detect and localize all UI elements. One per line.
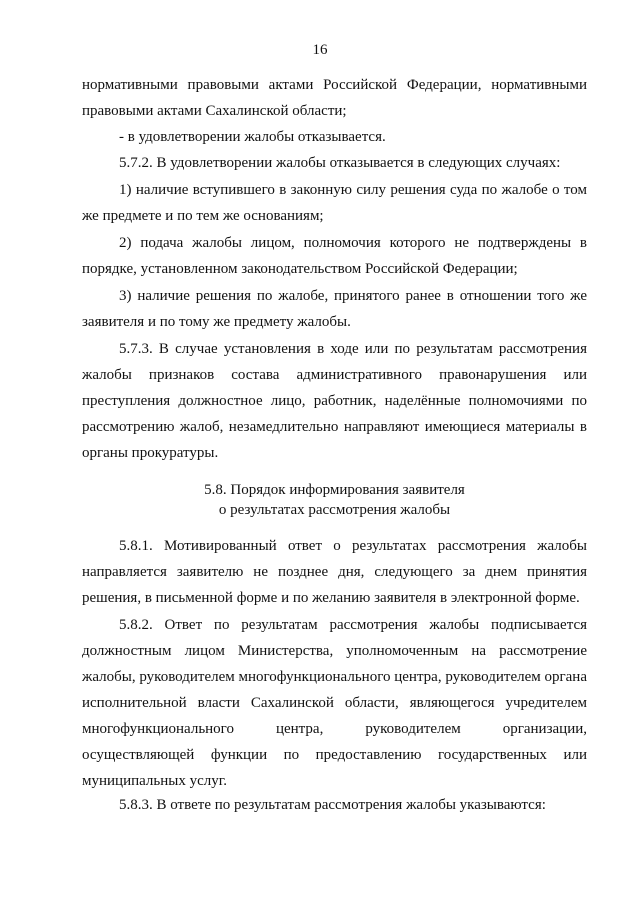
paragraph: 3) наличие решения по жалобе, принятого ранее в отношении того же заявителя и по тому же предмету жалобы. [82,288,587,330]
paragraph: 5.8.2. Ответ по результатам рассмотрения жалобы подписывается должностным лицом Министерства, уполномоченным на рассмотрение жалобы, руководителем многофункционального центра, руководителем органа исполнительной власти Сахалинской области, являющегося учредителем многофункционального центра, руководителем организации, осуществляющей функции по предоставлению государственных или муниципальных услуг. [82,617,587,789]
section-heading-line: о результатах рассмотрения жалобы [218,502,451,518]
page-number: 16 [312,42,328,58]
section-heading-line: 5.8. Порядок информирования заявителя [204,482,465,498]
paragraph: 5.7.3. В случае установления в ходе или по результатам рассмотрения жалобы признаков состава административного правонарушения или преступления должностное лицо, работник, наделённые полномочиями по рассмотрению жалоб, незамедлительно направляют имеющиеся материалы в органы прокуратуры. [82,341,587,461]
section-heading [82,480,587,520]
paragraph: 1) наличие вступившего в законную силу решения суда по жалобе о том же предмете и по тем же основаниям; [82,182,587,224]
paragraph: - в удовлетворении жалобы отказывается. [119,129,386,145]
paragraph: 2) подача жалобы лицом, полномочия которого не подтверждены в порядке, установленном законодательством Российской Федерации; [82,235,587,277]
paragraph: нормативными правовыми актами Российской Федерации, нормативными правовыми актами Сахалинской области; [82,77,587,119]
paragraph: 5.8.3. В ответе по результатам рассмотрения жалобы указываются: [119,797,546,813]
paragraph: 5.8.1. Мотивированный ответ о результатах рассмотрения жалобы направляется заявителю не позднее дня, следующего за днем принятия решения, в письменной форме и по желанию заявителя в электронной форме. [82,538,587,606]
paragraph: 5.7.2. В удовлетворении жалобы отказывается в следующих случаях: [119,155,561,171]
